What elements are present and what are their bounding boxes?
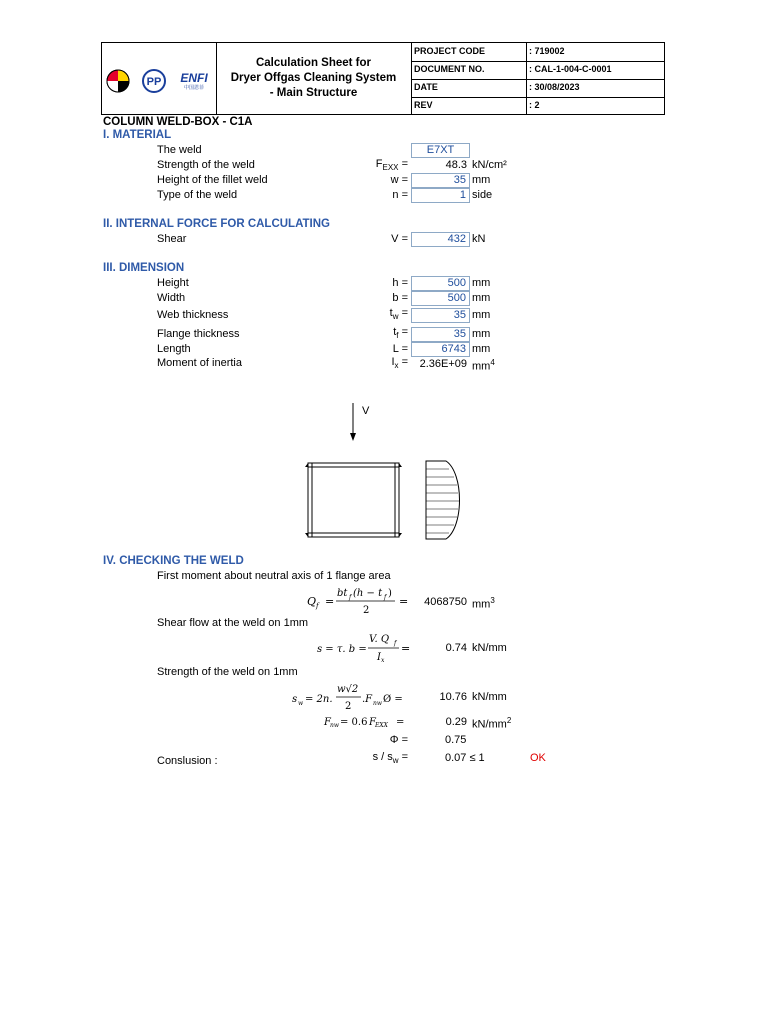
- strength-label: Strength of the weld: [157, 159, 255, 171]
- strength-symbol: $F_{EXX}$ =: [375, 158, 408, 173]
- material-heading: I. MATERIAL: [103, 129, 172, 141]
- svg-text:f: f: [384, 594, 387, 601]
- weld-sides-field[interactable]: 1: [411, 188, 470, 203]
- svg-text:w: w: [298, 700, 304, 707]
- height-label: Height: [157, 277, 189, 289]
- flange-thickness-field[interactable]: 35: [411, 327, 470, 342]
- shear-flow-value: 0.74: [445, 642, 467, 654]
- svg-text:=: =: [399, 595, 409, 608]
- fnw-formula: [322, 712, 412, 730]
- length-label: Length: [157, 343, 191, 355]
- qf-unit: $mm^3$: [472, 596, 495, 611]
- height-field[interactable]: 500: [411, 276, 470, 291]
- flange-thickness-unit: mm: [472, 328, 491, 340]
- web-thickness-symbol: $t_w$ =: [389, 307, 408, 322]
- length-unit: mm: [472, 343, 491, 355]
- shear-load-arrow: [350, 403, 356, 441]
- svg-text:f: f: [349, 594, 352, 601]
- width-symbol: b =: [392, 292, 408, 304]
- document-no-row: [411, 61, 664, 80]
- web-thickness-label: Web thickness: [157, 309, 229, 321]
- svg-text:I: I: [377, 652, 381, 663]
- inertia-symbol: $I_x$ =: [391, 356, 408, 371]
- project-code-label: PROJECT CODE: [414, 46, 486, 56]
- svg-text:f: f: [394, 640, 397, 647]
- svg-text:bt: bt: [337, 588, 348, 599]
- project-code-row: [411, 43, 664, 62]
- svg-text:=: =: [325, 595, 335, 608]
- result-ok-badge: OK: [530, 752, 546, 764]
- pp-logo: [143, 70, 165, 92]
- qf-value: 4068750: [424, 596, 467, 608]
- date-value: : 30/08/2023: [529, 82, 580, 92]
- date-label: DATE: [414, 82, 438, 92]
- weld-strength-formula: [290, 680, 411, 714]
- ratio-symbol: s / $s_w$ =: [372, 751, 408, 766]
- fillet-height-unit: mm: [472, 174, 491, 186]
- web-thickness-field[interactable]: 35: [411, 308, 470, 323]
- length-field[interactable]: 6743: [411, 342, 470, 357]
- svg-text:2: 2: [345, 701, 352, 712]
- shear-label: Shear: [157, 233, 187, 245]
- inertia-unit: $mm^4$: [472, 358, 495, 373]
- shear-symbol: V =: [391, 233, 408, 245]
- phi-value: 0.75: [445, 734, 467, 746]
- svg-text:.F: .F: [362, 694, 373, 705]
- rev-value: : 2: [529, 100, 540, 110]
- first-moment-label: First moment about neutral axis of 1 flange area: [157, 570, 391, 582]
- document-no-value: : CAL-1-004-C-0001: [529, 64, 612, 74]
- dimension-heading: III. DIMENSION: [103, 262, 185, 274]
- svg-text:= 2n.: = 2n.: [305, 694, 333, 705]
- svg-text:): ): [388, 588, 392, 599]
- force-heading: II. INTERNAL FORCE FOR CALCULATING: [103, 218, 331, 230]
- weld-type-label: Type of the weld: [157, 189, 238, 201]
- check-heading: IV. CHECKING THE WELD: [103, 555, 244, 567]
- fnw-unit: $kN/mm^2$: [472, 716, 512, 731]
- svg-text:Ø =: Ø =: [383, 694, 403, 705]
- svg-text:EXX: EXX: [375, 722, 388, 729]
- weld-label: The weld: [157, 144, 202, 156]
- shear-unit: kN: [472, 233, 486, 245]
- fillet-height-label: Height of the fillet weld: [157, 174, 268, 186]
- shear-flow-label: Shear flow at the weld on 1mm: [157, 617, 309, 629]
- svg-text:F: F: [369, 717, 376, 728]
- box-section-diagram: [296, 399, 466, 547]
- rev-row: [411, 97, 664, 114]
- svg-text:F: F: [324, 717, 331, 728]
- ratio-value: 0.07 ≤ 1: [445, 752, 485, 764]
- weld-strength-label: Strength of the weld on 1mm: [157, 666, 298, 678]
- svg-text:=: =: [396, 717, 405, 728]
- company-logos: [102, 43, 216, 114]
- svg-text:f: f: [316, 602, 319, 610]
- width-unit: mm: [472, 292, 491, 304]
- document-no-label: DOCUMENT NO.: [414, 64, 485, 74]
- date-row: [411, 79, 664, 98]
- length-symbol: L =: [392, 343, 408, 355]
- svg-text:s = τ. b =: s = τ. b =: [317, 644, 367, 655]
- qf-formula: [305, 584, 411, 618]
- weld-strength-unit: kN/mm: [472, 691, 507, 703]
- svg-text:nw: nw: [330, 722, 339, 729]
- load-label: V: [362, 405, 370, 417]
- doc-title: COLUMN WELD-BOX - C1A: [103, 116, 253, 128]
- title-line-2: Dryer Offgas Cleaning System: [230, 72, 397, 84]
- title-line-1: Calculation Sheet for: [255, 57, 372, 69]
- enfi-logo-subtext: 中国恩菲: [183, 85, 205, 91]
- sheet-title: [216, 43, 412, 114]
- strength-unit: kN/cm²: [472, 159, 507, 171]
- weld-type-field[interactable]: E7XT: [411, 143, 470, 158]
- flange-thickness-symbol: $t_f$ =: [393, 326, 408, 341]
- svg-text:nw: nw: [373, 700, 382, 707]
- svg-text:2: 2: [363, 605, 370, 616]
- width-label: Width: [157, 292, 186, 304]
- width-field[interactable]: 500: [411, 291, 470, 306]
- strength-value: 48.3: [445, 159, 467, 171]
- pp-logo-text: PP: [146, 76, 162, 88]
- shear-field[interactable]: 432: [411, 232, 470, 247]
- weld-sides-symbol: n =: [392, 189, 408, 201]
- color-wheel-logo: [107, 70, 129, 92]
- phi-symbol: Φ =: [389, 734, 408, 746]
- weld-sides-unit: side: [472, 189, 493, 201]
- fillet-height-symbol: w =: [390, 174, 408, 186]
- project-code-value: : 719002: [529, 46, 565, 56]
- svg-text:x: x: [381, 657, 385, 664]
- svg-text:(h − t: (h − t: [353, 588, 383, 599]
- logo-cell: [102, 43, 217, 114]
- svg-text:=: =: [401, 642, 411, 655]
- shear-flow-unit: kN/mm: [472, 642, 507, 654]
- title-line-3: - Main Structure: [269, 87, 358, 99]
- enfi-logo-text: ENFI: [180, 71, 208, 85]
- svg-text:= 0.6: = 0.6: [340, 717, 368, 728]
- web-thickness-unit: mm: [472, 309, 491, 321]
- height-unit: mm: [472, 277, 491, 289]
- inertia-label: Moment of inertia: [157, 357, 242, 369]
- conclusion-label: Conslusion :: [157, 755, 218, 767]
- height-symbol: h =: [392, 277, 408, 289]
- header-table: [101, 42, 665, 115]
- fillet-height-field[interactable]: 35: [411, 173, 470, 188]
- shear-stress-distribution: [426, 461, 460, 539]
- svg-text:w√2: w√2: [337, 684, 359, 695]
- box-section: [305, 463, 402, 537]
- svg-text:V. Q: V. Q: [369, 634, 390, 645]
- svg-text:s: s: [292, 694, 298, 705]
- shear-flow-formula: [315, 630, 411, 664]
- weld-strength-value: 10.76: [439, 691, 467, 703]
- enfi-logo: [180, 71, 208, 91]
- flange-thickness-label: Flange thickness: [157, 328, 240, 340]
- rev-label: REV: [414, 100, 433, 110]
- inertia-value: 2.36E+09: [419, 358, 467, 370]
- fnw-value: 0.29: [445, 716, 467, 728]
- svg-text:Q: Q: [307, 595, 317, 608]
